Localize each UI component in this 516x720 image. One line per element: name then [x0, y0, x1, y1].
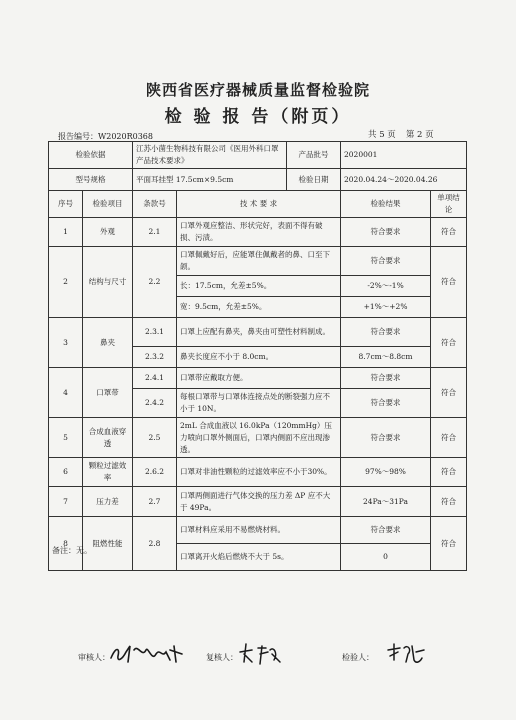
date-label: 检验日期	[287, 169, 341, 191]
row-result: 0	[341, 544, 431, 571]
batch-value: 2020001	[341, 142, 467, 169]
row-result: +1%～+2%	[341, 297, 431, 318]
row-requirement: 宽：9.5cm，允差±5%。	[177, 297, 341, 318]
col-requirement: 技 术 要 求	[177, 191, 341, 218]
row-result: -2%～-1%	[341, 276, 431, 297]
row-conclusion: 符合	[431, 458, 467, 487]
model-label: 型号规格	[49, 169, 133, 191]
row-clause: 2.2	[133, 247, 177, 318]
institute-name: 陕西省医疗器械质量监督检验院	[145, 81, 370, 99]
row-requirement: 2mL 合成血液以 16.0kPa（120mmHg）压力喷向口罩外侧面后，口罩内侧面不应出现渗透。	[177, 418, 341, 458]
page-number: 第 2 页	[405, 130, 434, 140]
row-item: 结构与尺寸	[83, 247, 133, 318]
row-item: 鼻夹	[83, 318, 133, 368]
table-row	[49, 247, 467, 276]
row-result: 符合要求	[341, 368, 431, 389]
row-clause: 2.5	[133, 418, 177, 458]
row-result: 8.7cm～8.8cm	[341, 347, 431, 368]
table-row	[49, 517, 467, 544]
row-requirement: 口罩佩戴好后，应能罩住佩戴者的鼻、口至下颌。	[177, 247, 341, 276]
row-conclusion: 符合	[431, 318, 467, 368]
row-no: 2	[49, 247, 83, 318]
basis-value: 江苏小菌生物科技有限公司《医用外科口罩产品技术要求》	[133, 142, 287, 169]
row-requirement: 口罩外观应整洁、形状完好，表面不得有破损、污渍。	[177, 218, 341, 247]
row-clause: 2.8	[133, 517, 177, 571]
model-value: 平面耳挂型 17.5cm×9.5cm	[133, 169, 287, 191]
row-result: 97%～98%	[341, 458, 431, 487]
total-pages: 共 5 页	[368, 130, 396, 140]
row-clause: 2.4.2	[133, 389, 177, 418]
table-row	[49, 487, 467, 517]
row-item: 阻燃性能	[83, 517, 133, 571]
row-item: 压力差	[83, 487, 133, 517]
row-result: 符合要求	[341, 418, 431, 458]
row-requirement: 口罩材料应采用不易燃烧材料。	[177, 517, 341, 544]
table-row	[49, 418, 467, 458]
row-result: 24Pa～31Pa	[341, 487, 431, 517]
row-clause: 2.7	[133, 487, 177, 517]
row-no: 1	[49, 218, 83, 247]
table-row	[49, 318, 467, 347]
row-no: 5	[49, 418, 83, 458]
row-result: 符合要求	[341, 318, 431, 347]
row-conclusion: 符合	[431, 487, 467, 517]
table-row	[49, 368, 467, 389]
row-requirement: 口罩上应配有鼻夹，鼻夹由可塑性材料制成。	[177, 318, 341, 347]
row-requirement: 每根口罩带与口罩体连接点处的断裂强力应不小于 10N。	[177, 389, 341, 418]
row-requirement: 长：17.5cm，允差±5%。	[177, 276, 341, 297]
table-row	[49, 458, 467, 487]
date-value: 2020.04.24～2020.04.26	[341, 169, 467, 191]
row-item: 颗粒过滤效率	[83, 458, 133, 487]
report-title: 检 验 报 告（附页）	[164, 107, 352, 127]
row-result: 符合要求	[341, 247, 431, 276]
table-row	[49, 218, 467, 247]
info-row-model	[49, 169, 467, 191]
page-indicator	[368, 128, 444, 140]
col-no: 序号	[49, 191, 83, 218]
col-clause: 条款号	[133, 191, 177, 218]
row-clause: 2.3.2	[133, 347, 177, 368]
row-no: 7	[49, 487, 83, 517]
row-result: 符合要求	[341, 389, 431, 418]
row-clause: 2.6.2	[133, 458, 177, 487]
basis-label: 检验依据	[49, 142, 133, 169]
report-number-value: W2020R0368	[98, 132, 153, 141]
info-row-basis	[49, 142, 467, 169]
row-requirement: 口罩两侧面进行气体交换的压力差 ΔP 应不大于 49Pa。	[177, 487, 341, 517]
row-requirement: 口罩离开火焰后燃烧不大于 5s。	[177, 544, 341, 571]
row-conclusion: 符合	[431, 418, 467, 458]
reviewer-label: 审核人：	[78, 653, 110, 662]
row-result: 符合要求	[341, 517, 431, 544]
recheck-label: 复核人：	[206, 653, 238, 662]
report-number-label: 报告编号：	[58, 132, 98, 141]
inspector-signature	[384, 640, 428, 668]
row-conclusion: 符合	[431, 517, 467, 571]
row-no: 8	[49, 517, 83, 571]
row-item: 外观	[83, 218, 133, 247]
row-requirement: 口罩对非油性颗粒的过滤效率应不小于30%。	[177, 458, 341, 487]
row-item: 口罩带	[83, 368, 133, 418]
col-conclusion: 单项结论	[431, 191, 467, 218]
row-conclusion: 符合	[431, 218, 467, 247]
recheck-signature	[236, 640, 284, 668]
row-clause: 2.3.1	[133, 318, 177, 347]
row-requirement: 鼻夹长度应不小于 8.0cm。	[177, 347, 341, 368]
col-result: 检验结果	[341, 191, 431, 218]
row-no: 3	[49, 318, 83, 368]
row-conclusion: 符合	[431, 368, 467, 418]
inspection-table	[48, 141, 467, 571]
row-clause: 2.1	[133, 218, 177, 247]
row-no: 6	[49, 458, 83, 487]
row-result: 符合要求	[341, 218, 431, 247]
row-conclusion: 符合	[431, 247, 467, 318]
col-item: 检验项目	[83, 191, 133, 218]
reviewer-signature	[108, 640, 186, 668]
remarks: 备注：无。	[52, 546, 92, 555]
row-clause: 2.4.1	[133, 368, 177, 389]
batch-label: 产品批号	[287, 142, 341, 169]
inspector-label: 检验人：	[342, 653, 374, 662]
row-item: 合成血液穿透	[83, 418, 133, 458]
row-no: 4	[49, 368, 83, 418]
header-row	[49, 191, 467, 218]
row-requirement: 口罩带应戴取方便。	[177, 368, 341, 389]
